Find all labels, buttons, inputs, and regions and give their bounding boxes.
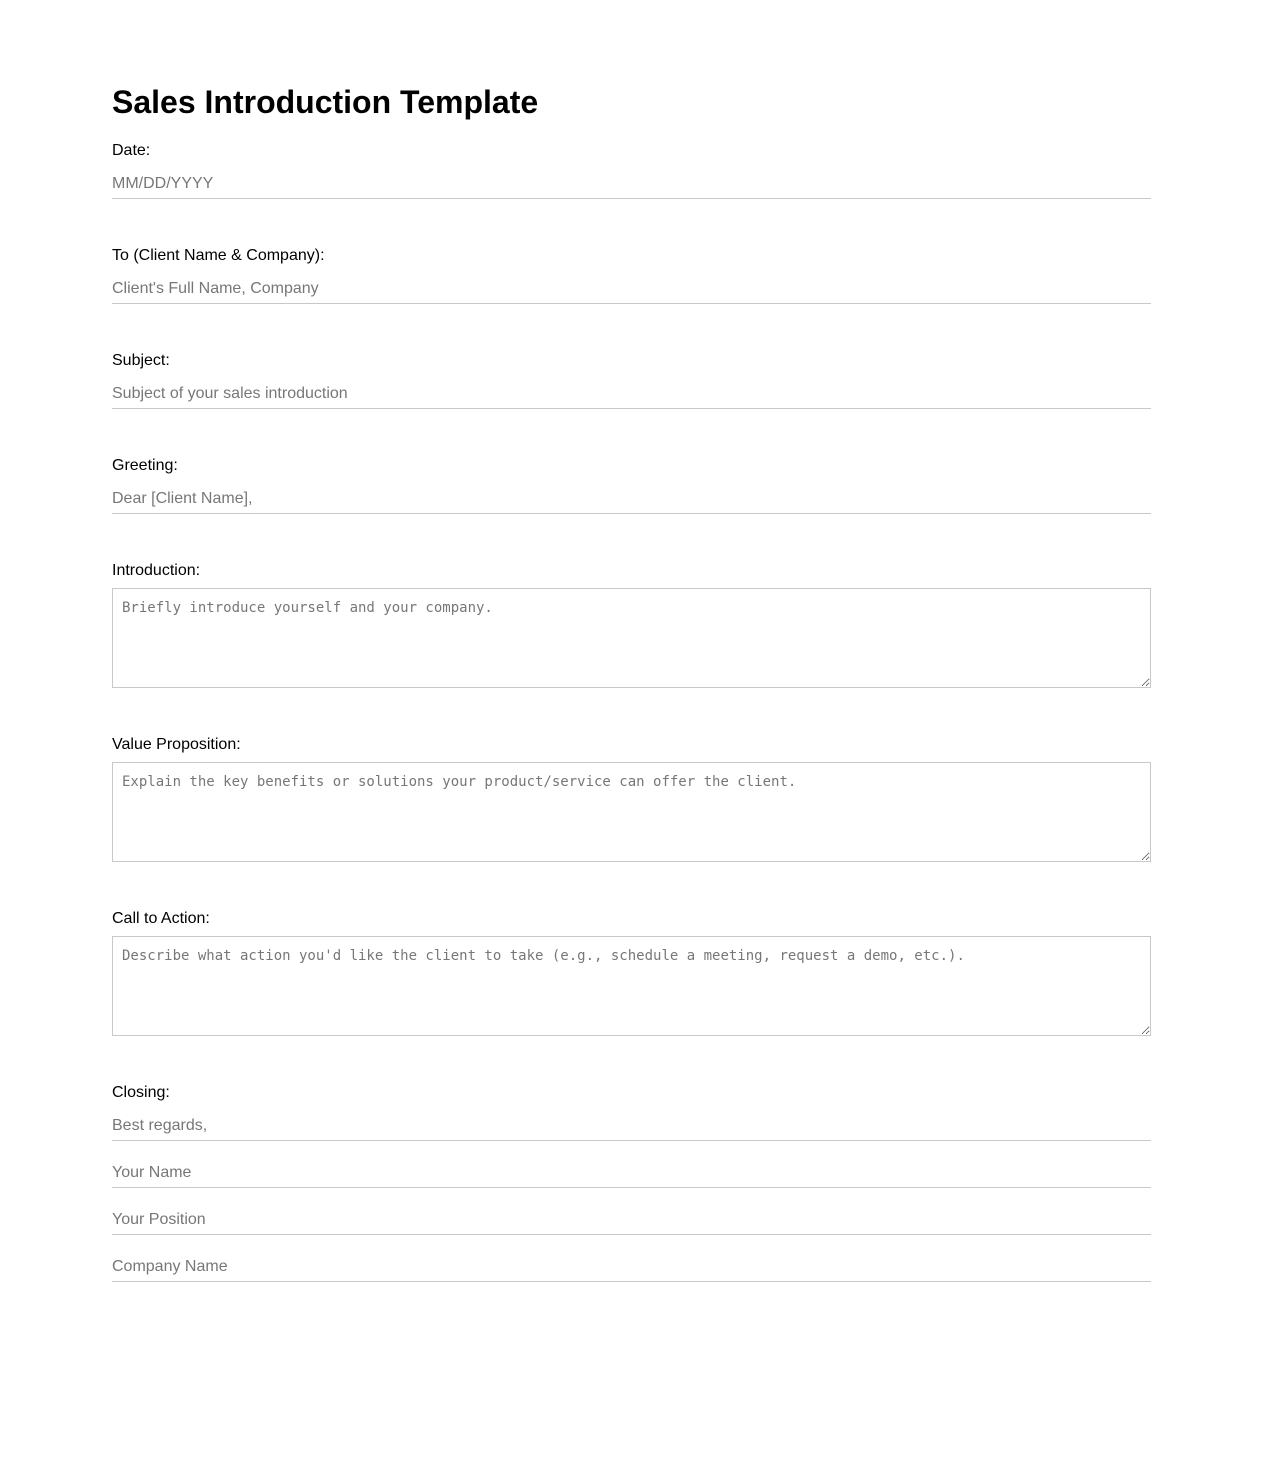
to-label: To (Client Name & Company): — [112, 247, 325, 264]
greeting-input[interactable] — [112, 484, 1151, 514]
closing-name-input[interactable] — [112, 1158, 1151, 1188]
closing-position-input[interactable] — [112, 1205, 1151, 1235]
subject-input[interactable] — [112, 379, 1151, 409]
date-label: Date: — [112, 142, 151, 159]
closing-company-input[interactable] — [112, 1252, 1151, 1282]
page-title: Sales Introduction Template — [112, 84, 539, 120]
value-proposition-label: Value Proposition: — [112, 736, 241, 753]
to-input[interactable] — [112, 274, 1151, 304]
call-to-action-label: Call to Action: — [112, 910, 210, 927]
closing-label: Closing: — [112, 1084, 170, 1101]
date-input[interactable] — [112, 169, 1151, 199]
call-to-action-textarea[interactable] — [112, 936, 1151, 1036]
value-proposition-textarea[interactable] — [112, 762, 1151, 862]
closing-regards-input[interactable] — [112, 1111, 1151, 1141]
introduction-label: Introduction: — [112, 562, 201, 579]
greeting-label: Greeting: — [112, 457, 178, 474]
introduction-textarea[interactable] — [112, 588, 1151, 688]
subject-label: Subject: — [112, 352, 170, 369]
